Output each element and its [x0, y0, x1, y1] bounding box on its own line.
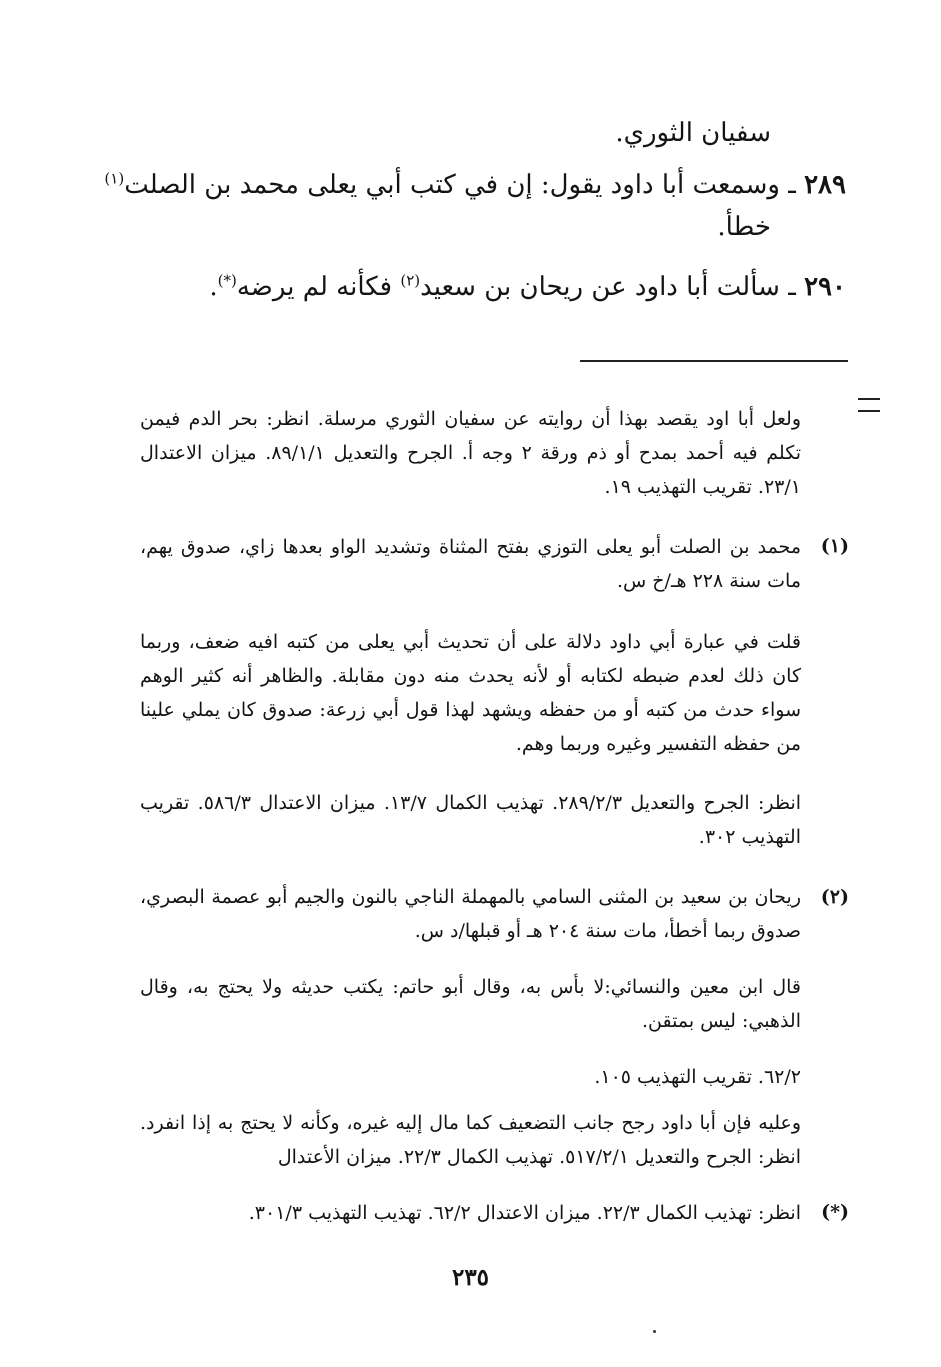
entry-number: ٢٨٩ [804, 170, 846, 200]
entry-text: ـ سألت أبا داود عن ريحان بن سعيد [420, 272, 796, 302]
footnote-2-conclusion: وعليه فإن أبا داود رجح جانب التضعيف كما مال إليه غيره، وكأنه لا يحتج به إذا انفرد. انظر: الجرح والتعديل ٥١٧/٢/١. تهذيب الكمال ٢٢/٣. ميزان الأعتدال [140, 1112, 801, 1168]
footnote-marker: (١) [820, 535, 849, 557]
main-text-continuation: سفيان الثوري. [615, 118, 771, 148]
main-text-line [615, 118, 771, 148]
footnote-1-text: محمد بن الصلت أبو يعلى التوزي بفتح المثناة وتشديد الواو بعدها زاي، صدوق يهم، مات سنة ٢٢٨ هـ/خ س. [140, 536, 801, 592]
footnote-ref: (٢) [400, 271, 421, 290]
footnote-2-text: ريحان بن سعيد بن المثنى السامي بالمهملة الناجي بالنون والجيم أبو عصمة البصري، صدوق ربما أخطأ، مات سنة ٢٠٤ هـ أو قبلها/د س. [140, 886, 801, 942]
continuation-mark [858, 398, 880, 412]
entry-text: خطأ. [717, 212, 771, 242]
entry-290 [209, 272, 846, 302]
footnote-ref: (*) [217, 271, 237, 290]
entry-text: فكأنه لم يرضه [236, 272, 401, 302]
footnote-1-comment: قلت في عبارة أبي داود دلالة على أن تحديث أبي يعلى من كتبه افيه ضعف، وربما كان ذلك لعدم ضبطه لكتابه أو لأنه يحدث منه دون مقابلة. والظاهر أنه كثير الوهم سواء حدث من كتبه أو من حفظه ويشهد لهذا قول أبي زرعة: صدوق كان يملي علينا من حفظه التفسير وغيره وربما وهم. [140, 631, 801, 755]
footnote-separator [580, 360, 848, 362]
page-number: ٢٣٥ [451, 1264, 490, 1291]
entry-text: ـ وسمعت أبا داود يقول: إن في كتب أبي يعلى محمد بن الصلت [124, 170, 796, 200]
entry-text: . [209, 272, 218, 302]
footnote-marker: (*) [821, 1201, 849, 1223]
entry-number: ٢٩٠ [804, 272, 846, 302]
entry-289 [104, 170, 846, 200]
footnote-star-text: انظر: تهذيب الكمال ٢٢/٣. ميزان الاعتدال ٦٢/٢. تهذيب التهذيب ٣٠١/٣. [248, 1202, 801, 1224]
footnote-2-comment: قال ابن معين والنسائي:لا بأس به، وقال أبو حاتم: يكتب حديثه ولا يحتج به، وقال الذهبي: ليس بمتقن. [140, 976, 801, 1032]
footnote-1-references: انظر: الجرح والتعديل ٢٨٩/٢/٣. تهذيب الكمال ١٣/٧. ميزان الاعتدال ٥٨٦/٣. تقريب التهذيب ٣٠٢. [140, 792, 802, 848]
footnote-continuation: ولعل أبا اود يقصد بهذا أن روايته عن سفيان الثوري مرسلة. انظر: بحر الدم فيمن تكلم فيه أحمد بمدح أو ذم ورقة ٢ وجه أ. الجرح والتعديل ٨٩/١/١. ميزان الاعتدال ٢٣/١. تقريب التهذيب ١٩. [140, 408, 801, 498]
footnote-marker: (٢) [820, 886, 849, 908]
footnote-ref: (١) [104, 169, 125, 188]
footnote-2-references: ٦٢/٢. تقريب التهذيب ١٠٥. [594, 1066, 801, 1088]
entry-289-continuation [717, 212, 771, 242]
scan-speck [653, 1330, 656, 1333]
